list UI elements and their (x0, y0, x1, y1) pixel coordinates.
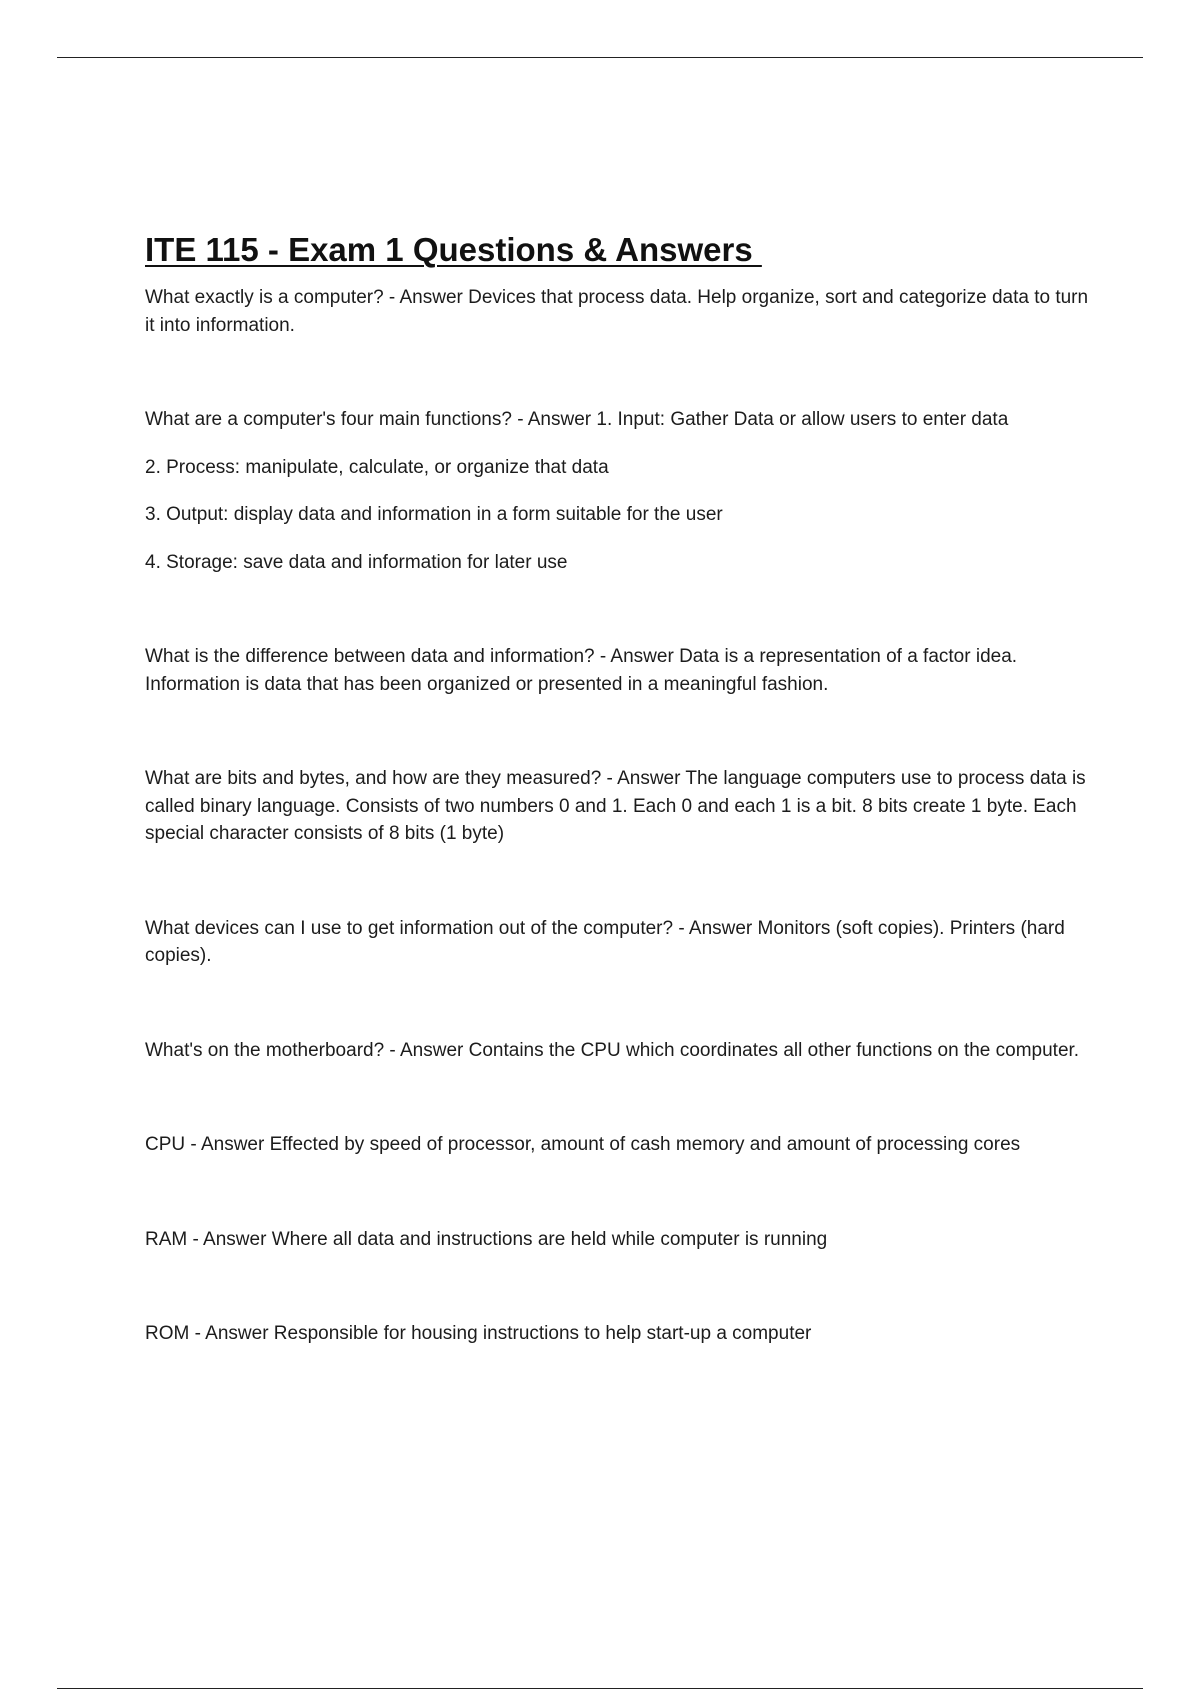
qa-entry: RAM - Answer Where all data and instructions are held while computer is running (145, 1228, 828, 1250)
qa-entry: What are bits and bytes, and how are they measured? - Answer The language computers use to process data is called binary language. Consists of two numbers 0 and 1. Each 0 and each 1 is a bit. 8 bits create 1 byte. Each special character consists of 8 bits (1 byte) (145, 768, 1086, 844)
functions-list-item: 3. Output: display data and information in a form suitable for the user (145, 504, 723, 525)
qa-entry: What exactly is a computer? - Answer Devices that process data. Help organize, sort and categorize data to turn it into information. (145, 287, 1089, 336)
qa-entry: What is the difference between data and information? - Answer Data is a representation of a factor idea. Information is data that has been organized or presented in a meaningful fashion. (145, 646, 1018, 695)
qa-entry: What's on the motherboard? - Answer Contains the CPU which coordinates all other functions on the computer. (145, 1039, 1080, 1061)
functions-list-item: 2. Process: manipulate, calculate, or organize that data (145, 456, 609, 478)
document-title: ITE 115 - Exam 1 Questions & Answers (145, 231, 762, 268)
top-rule (57, 57, 1143, 58)
qa-entry: What are a computer's four main functions? - Answer 1. Input: Gather Data or allow users to enter data (145, 409, 1009, 430)
qa-entry: ROM - Answer Responsible for housing instructions to help start-up a computer (145, 1323, 812, 1344)
bottom-rule (57, 1688, 1143, 1689)
qa-entry: CPU - Answer Effected by speed of processor, amount of cash memory and amount of processing cores (145, 1134, 1021, 1155)
document-body (145, 228, 1095, 1348)
qa-entry: What devices can I use to get information out of the computer? - Answer Monitors (soft copies). Printers (hard copies). (145, 917, 1065, 966)
functions-list-item: 4. Storage: save data and information for later use (145, 551, 568, 573)
